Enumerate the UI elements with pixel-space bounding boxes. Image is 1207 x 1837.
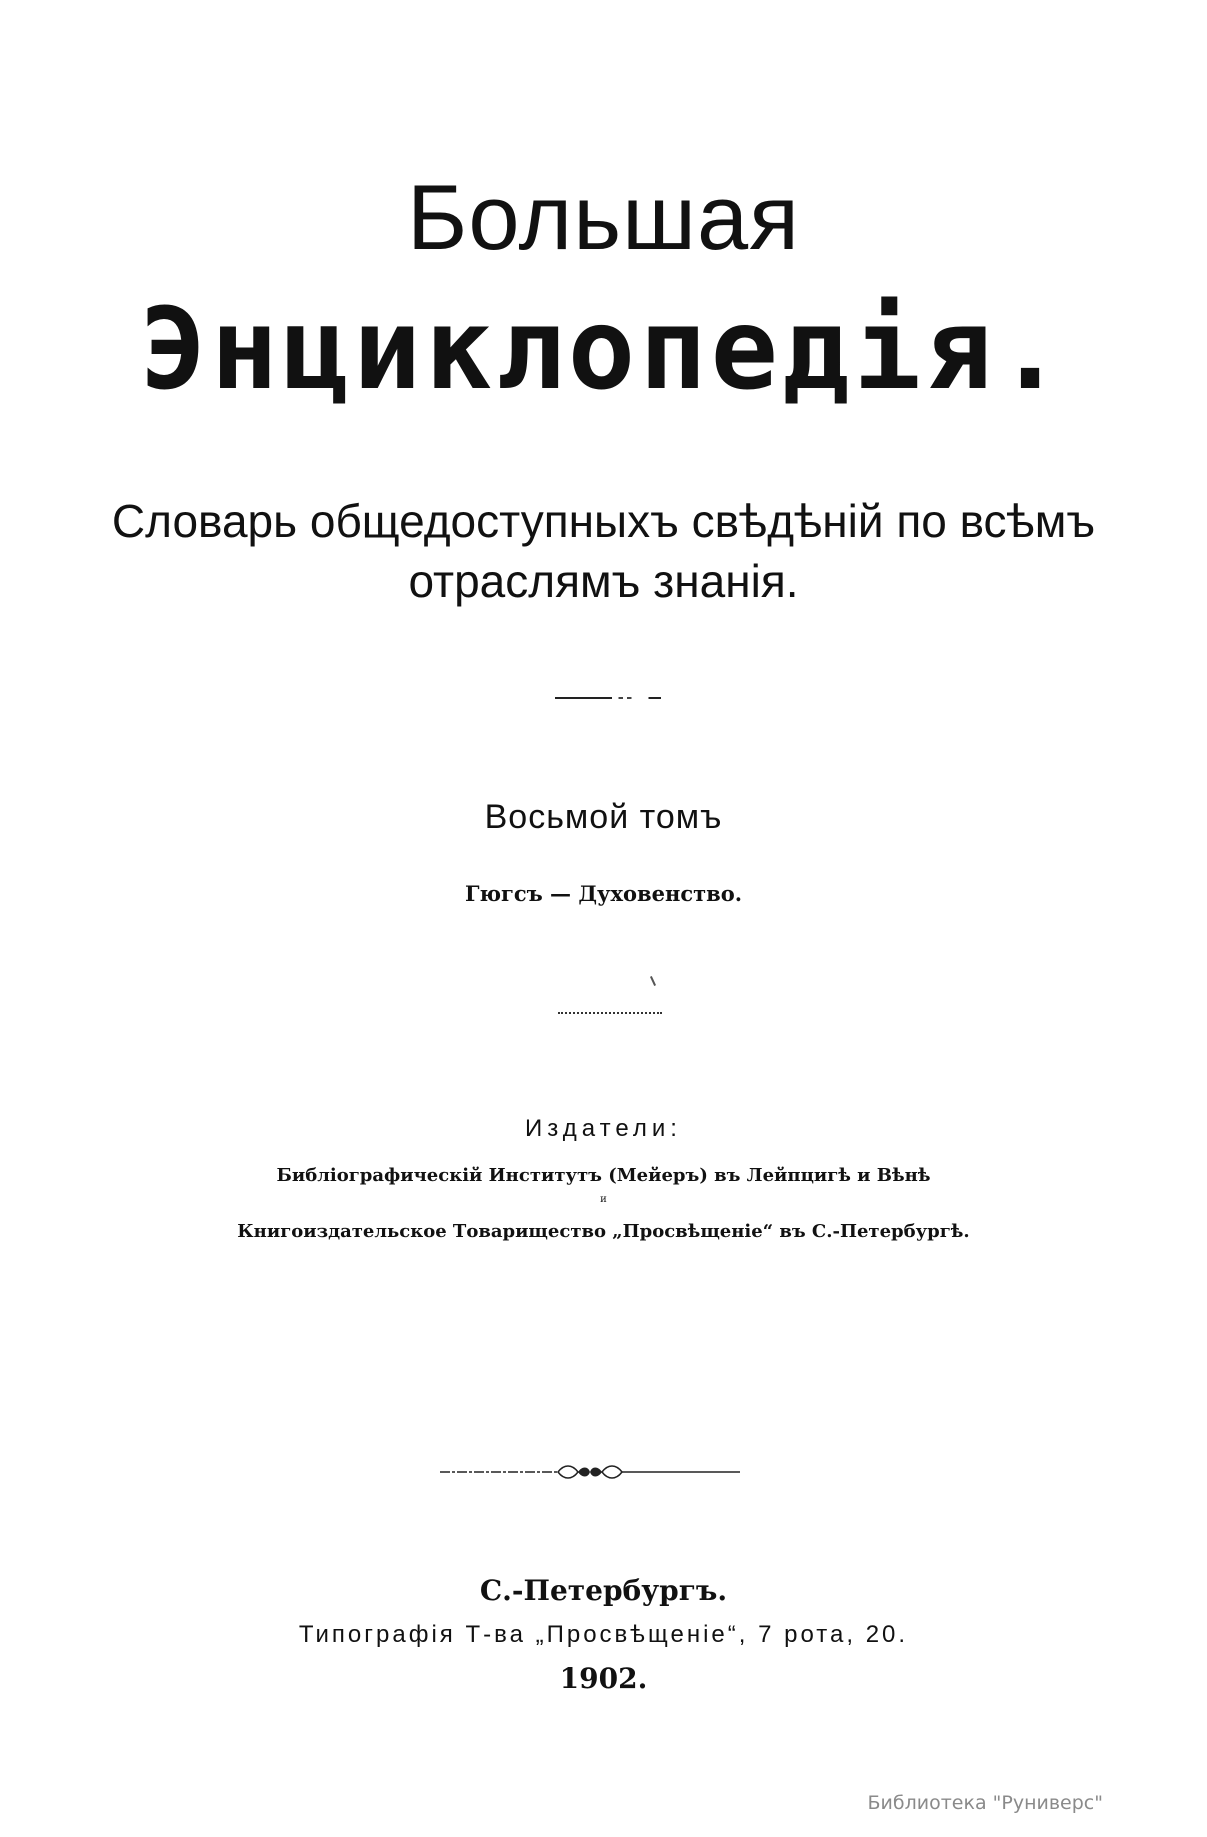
imprint-city: С.-Петербургъ.	[479, 1574, 728, 1607]
section-divider-middle	[558, 1012, 662, 1014]
title-line-2: Энциклопедія.	[139, 285, 1068, 415]
vignette-ornament-icon	[440, 1462, 740, 1482]
subtitle-line-1: Словарь общедоступныхъ свѣдѣній по всѣмъ	[111, 495, 1096, 547]
volume-range: Гюгсъ — Духовенство.	[464, 881, 743, 906]
volume-label: Восьмой томъ	[484, 798, 723, 836]
publisher-second: Книгоиздательское Товарищество „Просвѣщеніе“ въ С.-Петербургѣ.	[237, 1221, 970, 1242]
library-watermark: Библиотека "Руниверс"	[867, 1792, 1103, 1814]
title-line-1: Большая	[407, 167, 800, 269]
publishers-label: Издатели:	[525, 1115, 682, 1142]
imprint-year: 1902.	[559, 1662, 648, 1695]
stray-mark	[650, 976, 656, 986]
imprint-printer: Типографія Т-ва „Просвѣщеніе“, 7 рота, 20.	[298, 1621, 909, 1648]
subtitle-line-2: отраслямъ знанія.	[408, 555, 799, 607]
publisher-conjunction: и	[600, 1194, 607, 1205]
publisher-first: Библіографическій Институтъ (Мейеръ) въ Лейпцигѣ и Вѣнѣ	[276, 1165, 931, 1186]
section-divider-top	[555, 697, 661, 699]
